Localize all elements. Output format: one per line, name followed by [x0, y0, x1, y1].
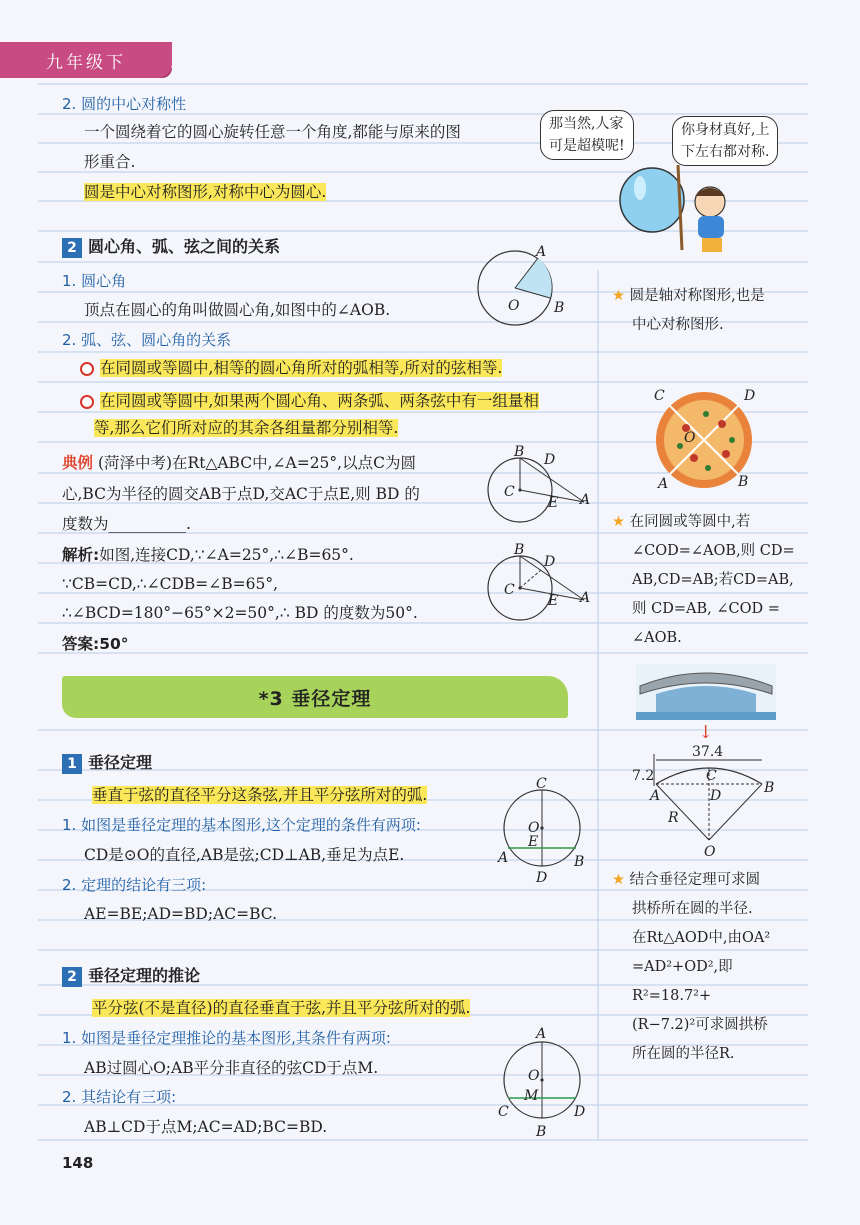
label-O: O	[704, 844, 716, 860]
section-heading: 2 垂径定理的推论	[62, 963, 200, 987]
chapter-banner: *3 垂径定理	[62, 676, 568, 718]
arch-height-label: 7.2	[632, 768, 655, 784]
label-A: A	[650, 788, 661, 804]
label-D: D	[544, 452, 556, 468]
star-icon: ★	[612, 872, 625, 888]
solution-line: ∴∠BCD=180°−65°×2=50°,∴ BD 的度数为50°.	[62, 604, 418, 622]
subsection-title: 1. 如图是垂径定理推论的基本图形,其条件有两项:	[62, 1029, 391, 1047]
bullet-icon	[80, 395, 94, 409]
section-number: 1	[62, 754, 82, 774]
example-line: 心,BC为半径的圆交AB于点D,交AC于点E,则 BD 的	[62, 485, 420, 503]
label-O: O	[508, 298, 520, 314]
label-O: O	[528, 1068, 540, 1084]
solution-line: 解析:如图,连接CD,∵∠A=25°,∴∠B=65°.	[62, 546, 354, 564]
label-E: E	[548, 495, 559, 511]
label-B: B	[738, 474, 749, 490]
subsection-title: 2. 其结论有三项:	[62, 1088, 177, 1106]
cartoon-illustration	[610, 160, 770, 260]
label-D: D	[536, 870, 548, 886]
speech-bubble-right: 你身材真好,上 下左右都对称.	[672, 116, 778, 166]
paragraph: CD是⊙O的直径,AB是弦;CD⊥AB,垂足为点E.	[84, 846, 405, 864]
corollary-figure	[494, 1022, 594, 1140]
label-C: C	[536, 776, 547, 792]
label-D: D	[544, 554, 556, 570]
label-A: A	[580, 492, 591, 508]
page-number: 148	[62, 1154, 94, 1172]
subsection-title: 1. 如图是垂径定理的基本图形,这个定理的条件有两项:	[62, 816, 421, 834]
section-number: 2	[62, 967, 82, 987]
label-C: C	[504, 582, 515, 598]
label-A: A	[536, 1026, 547, 1042]
star-icon: ★	[612, 288, 625, 304]
example-line: 典例 (菏泽中考)在Rt△ABC中,∠A=25°,以点C为圆	[62, 454, 416, 472]
label-B: B	[554, 300, 565, 316]
subsection-title: 2. 弧、弦、圆心角的关系	[62, 331, 232, 349]
label-E: E	[528, 834, 539, 850]
bullet-item-continued: 等,那么它们所对应的其余各组量都分别相等.	[94, 419, 399, 437]
down-arrow-icon: ↓	[698, 722, 714, 743]
label-O: O	[528, 820, 540, 836]
bullet-item: 在同圆或等圆中,相等的圆心角所对的弧相等,所对的弦相等.	[80, 356, 502, 380]
label-C: C	[654, 388, 665, 404]
label-A: A	[658, 476, 669, 492]
paragraph: AB过圆心O;AB平分非直径的弦CD于点M.	[84, 1059, 379, 1077]
paragraph: 顶点在圆心的角叫做圆心角,如图中的∠AOB.	[84, 301, 391, 319]
speech-bubble-left: 那当然,人家 可是超模呢!	[540, 110, 634, 160]
example-tag: 典例	[62, 454, 94, 472]
paragraph: 形重合.	[84, 153, 136, 171]
pizza-figure	[636, 384, 776, 494]
grade-tab: 九年级下	[0, 42, 172, 78]
label-R: R	[668, 810, 679, 826]
highlight-text: 平分弦(不是直径)的直径垂直于弦,并且平分弦所对的弧.	[92, 999, 471, 1017]
label-B: B	[764, 780, 775, 796]
section-number: 2	[62, 238, 82, 258]
label-D: D	[710, 788, 722, 804]
label-A: A	[580, 590, 591, 606]
central-angle-figure	[470, 240, 580, 330]
label-C: C	[498, 1104, 509, 1120]
example-figure-1	[480, 444, 600, 534]
label-B: B	[514, 542, 525, 558]
label-C: C	[504, 484, 515, 500]
answer: 答案:50°	[62, 635, 129, 653]
paragraph: AE=BE;AD=BD;AC=BC.	[84, 905, 278, 923]
highlight-text: 圆是中心对称图形,对称中心为圆心.	[84, 183, 327, 201]
label-M: M	[524, 1088, 539, 1104]
arch-bridge-image	[636, 664, 776, 720]
label-E: E	[548, 593, 559, 609]
bullet-icon	[80, 362, 94, 376]
sidebar-note-1: ★ 圆是轴对称图形,也是 中心对称图形.	[612, 288, 765, 333]
sidebar-note-2: ★ 在同圆或等圆中,若 ∠COD=∠AOB,则 CD= AB,CD=AB;若CD=AB, 则 CD=AB, ∠COD = ∠AOB.	[612, 514, 795, 646]
subsection-title: 2. 圆的中心对称性	[62, 95, 187, 113]
subsection-title: 1. 圆心角	[62, 272, 127, 290]
example-line: 度数为__________.	[62, 515, 191, 533]
label-D: D	[574, 1104, 586, 1120]
theorem-figure	[494, 776, 594, 888]
label-O: O	[684, 430, 696, 446]
subsection-title: 2. 定理的结论有三项:	[62, 876, 207, 894]
highlight-text: 垂直于弦的直径平分这条弦,并且平分弦所对的弧.	[92, 786, 428, 804]
label-A: A	[536, 244, 547, 260]
label-C: C	[706, 768, 717, 784]
label-D: D	[744, 388, 756, 404]
paragraph: 一个圆绕着它的圆心旋转任意一个角度,都能与原来的图	[84, 123, 461, 141]
section-heading: 2 圆心角、弧、弦之间的关系	[62, 234, 280, 258]
sidebar-note-3: ★ 结合垂径定理可求圆 拱桥所在圆的半径. 在Rt△AOD中,由OA² =AD²+OD²,即R²=18.7²+ (R−7.2)²可求圆拱桥 所在圆的半径R.	[612, 872, 771, 1062]
star-icon: ★	[612, 514, 625, 530]
arch-diagram	[630, 742, 790, 862]
section-heading: 1 垂径定理	[62, 750, 152, 774]
bullet-item: 在同圆或等圆中,如果两个圆心角、两条弧、两条弦中有一组量相	[80, 389, 539, 413]
paragraph: AB⊥CD于点M;AC=AD;BC=BD.	[84, 1118, 328, 1136]
label-B: B	[536, 1124, 547, 1140]
label-A: A	[498, 850, 509, 866]
arch-width-label: 37.4	[692, 744, 724, 760]
solution-line: ∵CB=CD,∴∠CDB=∠B=65°,	[62, 575, 279, 593]
label-B: B	[574, 854, 585, 870]
example-figure-2	[480, 542, 600, 632]
label-B: B	[514, 444, 525, 460]
